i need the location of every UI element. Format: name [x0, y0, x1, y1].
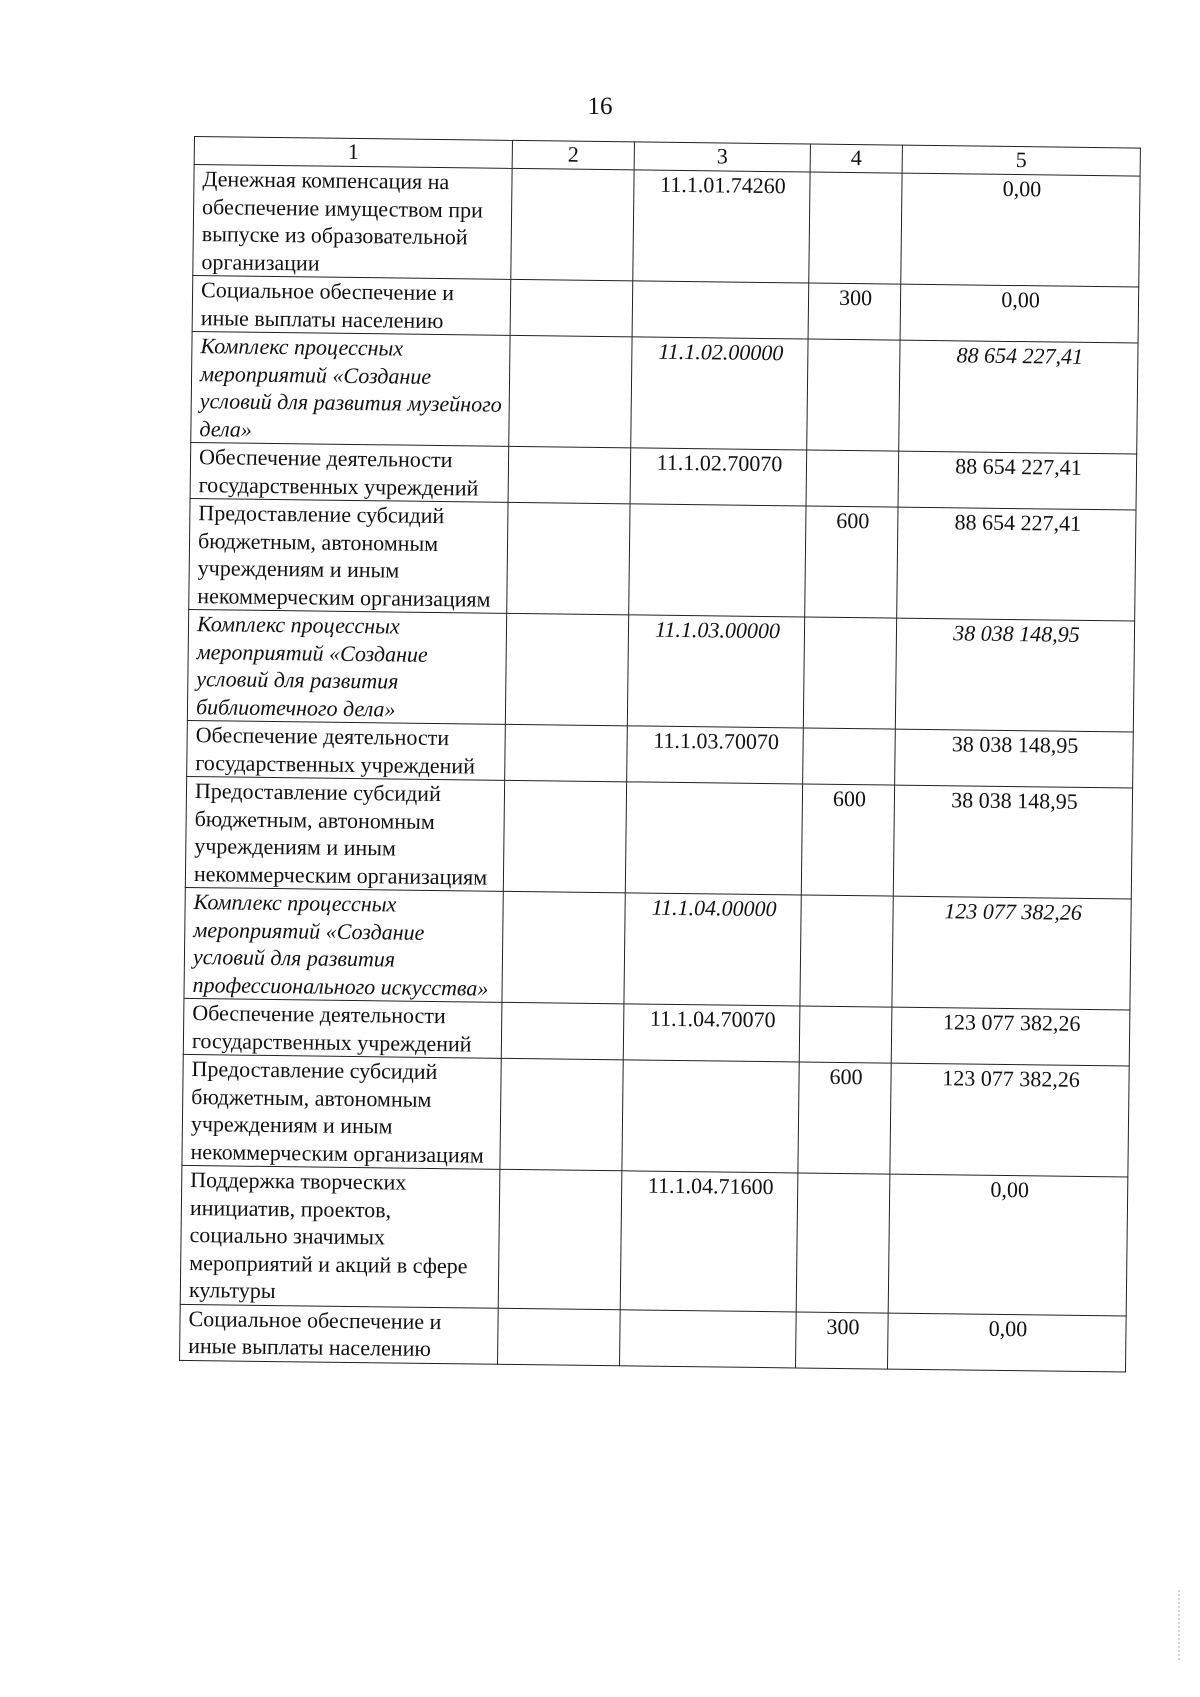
row-code-cell [632, 281, 809, 339]
table-row [189, 498, 1136, 621]
column-header: 4 [810, 144, 902, 173]
table-row [184, 887, 1131, 1010]
row-code-cell: 11.1.02.00000 [631, 337, 808, 450]
row-amount-cell: 0,00 [900, 284, 1139, 343]
row-col2-cell [498, 1308, 621, 1365]
row-kind-cell: 600 [805, 506, 898, 618]
row-kind-cell [809, 172, 902, 284]
row-code-cell: 11.1.04.71600 [620, 1171, 798, 1312]
row-amount-cell: 88 654 227,41 [898, 451, 1137, 510]
row-code-cell: 11.1.01.74260 [633, 170, 810, 283]
row-name-cell: Комплекс процессных мероприятий «Создание условий для развития профессионального искусства» [184, 887, 503, 1002]
row-amount-cell: 123 077 382,26 [890, 1063, 1129, 1177]
row-kind-cell [800, 895, 893, 1007]
column-header: 1 [194, 137, 512, 169]
row-name-cell: Предоставление субсидий бюджетным, автономным учреждениям и иным некоммерческим организациям [185, 776, 504, 891]
row-col2-cell [505, 724, 628, 781]
row-code-cell: 11.1.03.70070 [627, 726, 804, 784]
row-code-cell: 11.1.04.70070 [623, 1004, 800, 1062]
row-name-cell: Обеспечение деятельности государственных учреждений [187, 720, 506, 780]
row-name-cell: Предоставление субсидий бюджетным, автономным учреждениям и иным некоммерческим организациям [182, 1054, 501, 1169]
row-col2-cell [508, 446, 631, 503]
row-kind-cell: 300 [808, 283, 901, 340]
row-amount-cell: 38 038 148,95 [895, 729, 1134, 788]
row-name-cell: Предоставление субсидий бюджетным, автономным учреждениям и иным некоммерческим организациям [189, 498, 508, 613]
table-row [193, 165, 1140, 288]
row-kind-cell [799, 1006, 892, 1063]
row-col2-cell [509, 335, 632, 447]
table-row [180, 1304, 1127, 1372]
row-name-cell: Денежная компенсация на обеспечение имуществом при выпуске из образовательной организации [193, 165, 512, 280]
row-amount-cell: 88 654 227,41 [897, 507, 1136, 621]
row-kind-cell [803, 617, 896, 729]
column-header: 2 [512, 140, 634, 169]
row-col2-cell [498, 1169, 622, 1309]
row-col2-cell [507, 502, 630, 614]
row-col2-cell [511, 168, 634, 280]
row-kind-cell [806, 450, 899, 507]
table-row [185, 776, 1132, 899]
row-col2-cell [502, 891, 625, 1003]
row-kind-cell: 600 [801, 784, 894, 896]
row-code-cell [625, 782, 802, 895]
row-code-cell: 11.1.03.00000 [627, 615, 804, 728]
row-kind-cell: 600 [798, 1062, 891, 1174]
table-row [191, 331, 1138, 454]
row-col2-cell [505, 613, 628, 725]
row-col2-cell [503, 780, 626, 892]
table-body [180, 137, 1141, 1372]
row-name-cell: Поддержка творческих инициатив, проектов, социально значимых мероприятий и акций в сфере культуры [180, 1165, 500, 1307]
row-col2-cell [501, 1002, 624, 1059]
row-amount-cell: 0,00 [901, 173, 1140, 287]
budget-table [179, 136, 1141, 1372]
row-col2-cell [500, 1058, 623, 1170]
row-code-cell: 11.1.04.00000 [624, 893, 801, 1006]
row-name-cell: Комплекс процессных мероприятий «Создание условий для развития музейного дела» [191, 331, 510, 446]
row-kind-cell [803, 728, 896, 785]
row-name-cell: Социальное обеспечение и иные выплаты населению [180, 1304, 499, 1364]
column-header: 3 [634, 142, 810, 172]
row-kind-cell: 300 [796, 1311, 889, 1368]
row-kind-cell [796, 1173, 890, 1313]
row-code-cell [629, 504, 806, 617]
row-code-cell [622, 1060, 799, 1173]
column-header: 5 [902, 145, 1140, 176]
budget-table-sheet [179, 136, 1140, 1372]
row-name-cell: Комплекс процессных мероприятий «Создание условий для развития библиотечного дела» [187, 609, 506, 724]
table-row [182, 1054, 1129, 1177]
table-row [180, 1165, 1128, 1315]
row-amount-cell: 0,00 [888, 1174, 1128, 1315]
row-amount-cell: 123 077 382,26 [892, 896, 1131, 1010]
row-name-cell: Социальное обеспечение и иные выплаты населению [192, 275, 511, 335]
row-code-cell: 11.1.02.70070 [630, 448, 807, 506]
row-amount-cell: 123 077 382,26 [891, 1007, 1130, 1066]
page-number: 16 [587, 93, 613, 120]
row-amount-cell: 38 038 148,95 [895, 618, 1134, 732]
scan-edge-marks [1178, 1590, 1184, 1660]
row-name-cell: Обеспечение деятельности государственных учреждений [190, 442, 509, 502]
row-name-cell: Обеспечение деятельности государственных учреждений [183, 998, 502, 1058]
row-amount-cell: 88 654 227,41 [899, 340, 1138, 454]
table-row [187, 609, 1134, 732]
row-code-cell [620, 1309, 797, 1367]
row-amount-cell: 38 038 148,95 [893, 785, 1132, 899]
row-amount-cell: 0,00 [887, 1313, 1126, 1372]
row-col2-cell [510, 279, 633, 336]
row-kind-cell [807, 339, 900, 451]
